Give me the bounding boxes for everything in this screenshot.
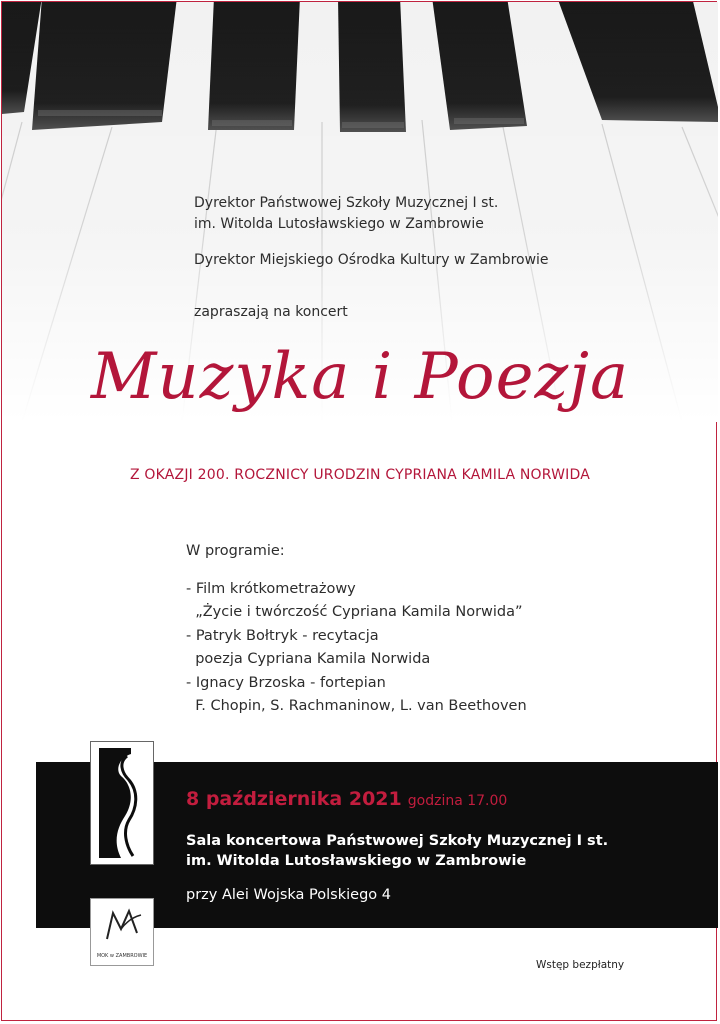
event-date-line [186,788,507,810]
programme-line: poezja Cypriana Kamila Norwida [186,651,431,667]
culture-centre-logo [90,898,154,966]
organizer-school-line1: Dyrektor Państwowej Szkoły Muzycznej I st. [194,195,499,211]
programme-line: - Ignacy Brzoska - fortepian [186,674,386,691]
music-school-logo-icon [91,742,153,864]
programme-line: - Patryk Bołtryk - recytacja [186,627,379,644]
event-venue-line2: im. Witolda Lutosławskiego w Zambrowie [186,853,527,869]
event-date: 8 października 2021 [186,788,402,810]
event-address: przy Alei Wojska Polskiego 4 [186,887,391,903]
event-time: godzina 17.00 [407,793,508,809]
programme-heading: W programie: [186,543,285,559]
programme-section [186,540,527,719]
organizer-school [194,193,498,235]
programme-line: „Życie i twórczość Cypriana Kamila Norwida” [186,604,523,620]
event-venue-line1: Sala koncertowa Państwowej Szkoły Muzycznej I st. [186,833,609,849]
invitation-line: zapraszają na koncert [194,304,348,320]
programme-line: - Film krótkometrażowy [186,580,356,597]
organizer-school-line2: im. Witolda Lutosławskiego w Zambrowie [194,216,484,232]
music-school-logo [90,741,154,865]
concert-subtitle: Z OKAZJI 200. ROCZNICY URODZIN CYPRIANA KAMILA NORWIDA [129,467,591,483]
programme-line: F. Chopin, S. Rachmaninow, L. van Beethoven [186,698,527,714]
free-entry-note: Wstęp bezpłatny [536,959,625,971]
culture-centre-logo-text: MOK w ZAMBROWIE [96,953,148,959]
event-venue [186,831,608,871]
culture-centre-logo-icon [91,899,153,949]
concert-title: Muzyka i Poezja [90,340,630,414]
organizer-culture-centre: Dyrektor Miejskiego Ośrodka Kultury w Zambrowie [194,252,549,268]
